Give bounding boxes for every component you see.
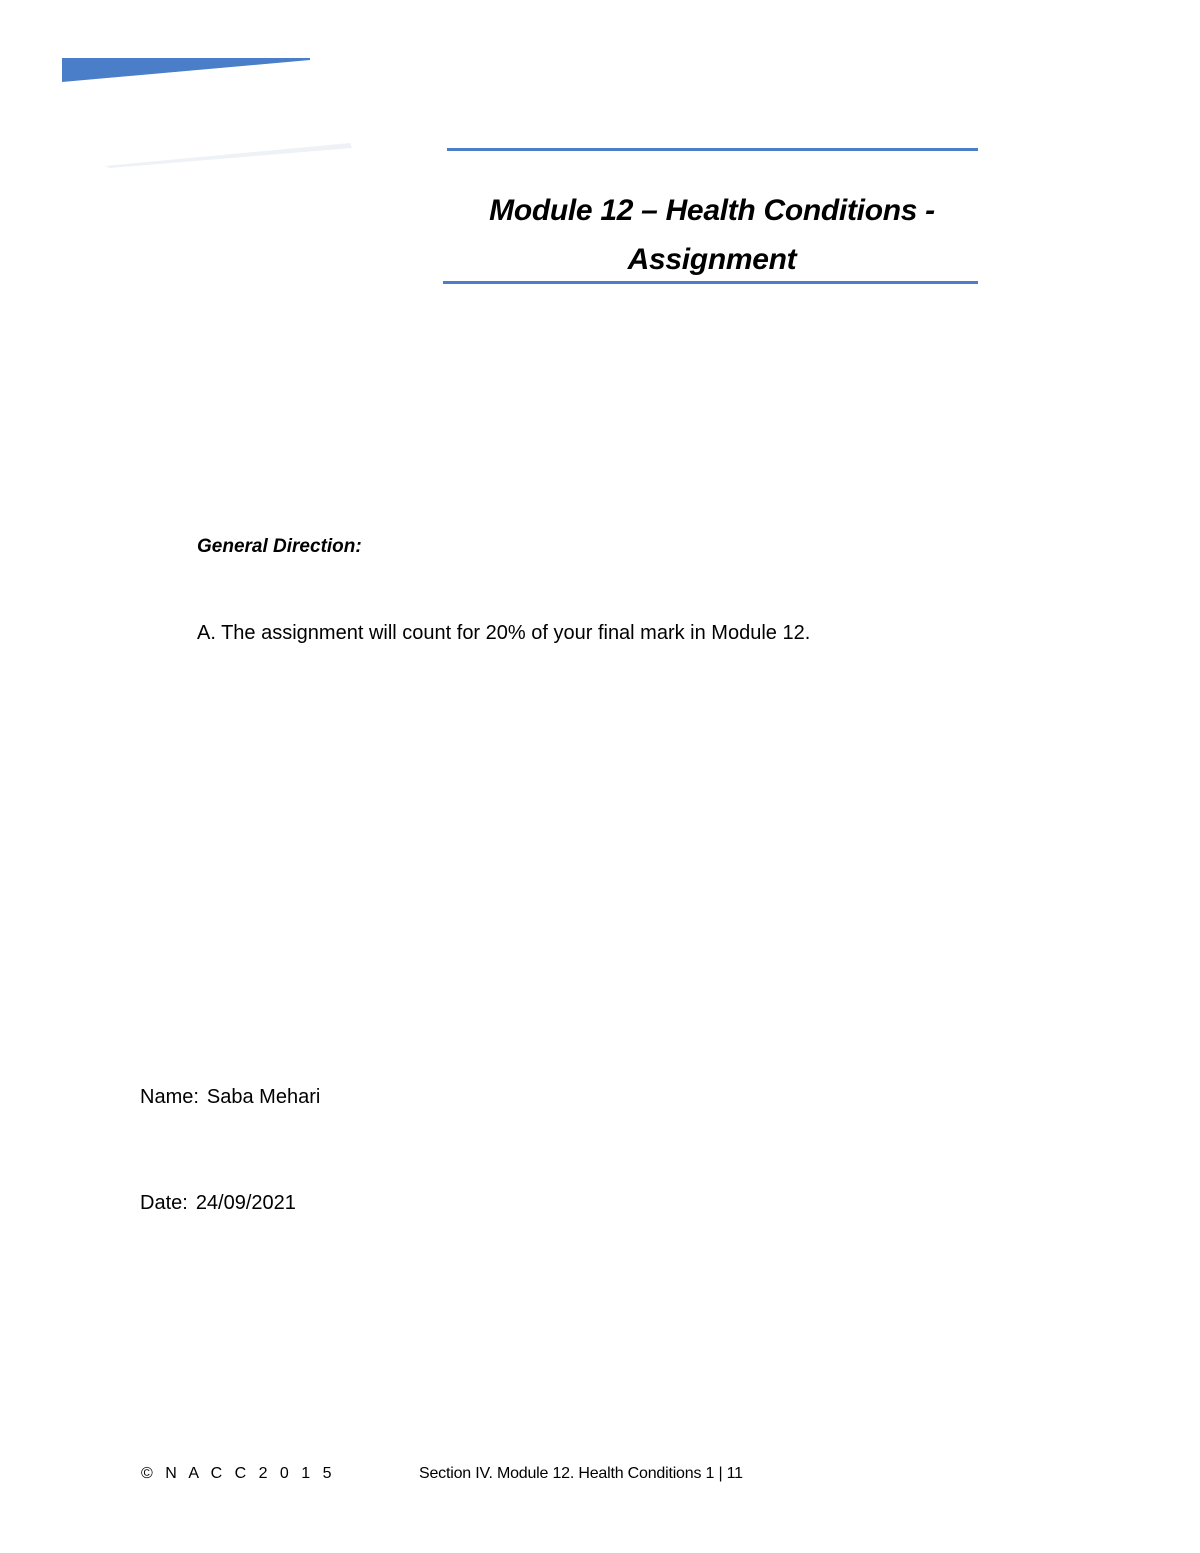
page-title-line-1: Module 12 – Health Conditions -: [489, 194, 935, 227]
direction-item-a: A. The assignment will count for 20% of your final mark in Module 12.: [197, 622, 811, 644]
footer-copyright: © N A C C 2 0 1 5: [141, 1465, 336, 1482]
title-rule-bottom: [443, 281, 978, 284]
name-field: [140, 1086, 320, 1109]
title-rule-top: [447, 148, 978, 151]
date-value: 24/09/2021: [195, 1192, 296, 1214]
date-field: [140, 1192, 296, 1215]
footer-section-page: Section IV. Module 12. Health Conditions 1 | 11: [419, 1465, 743, 1482]
page-title: [447, 186, 977, 284]
page-title-line-2: Assignment: [627, 243, 797, 276]
header-banner-shape: [62, 58, 310, 82]
general-direction-heading: General Direction:: [197, 536, 362, 557]
name-value: Saba Mehari: [206, 1086, 321, 1108]
name-label: Name:: [140, 1086, 199, 1108]
date-label: Date:: [140, 1192, 188, 1214]
header-swoosh-shape: [105, 143, 352, 168]
header-decoration: [0, 0, 400, 180]
